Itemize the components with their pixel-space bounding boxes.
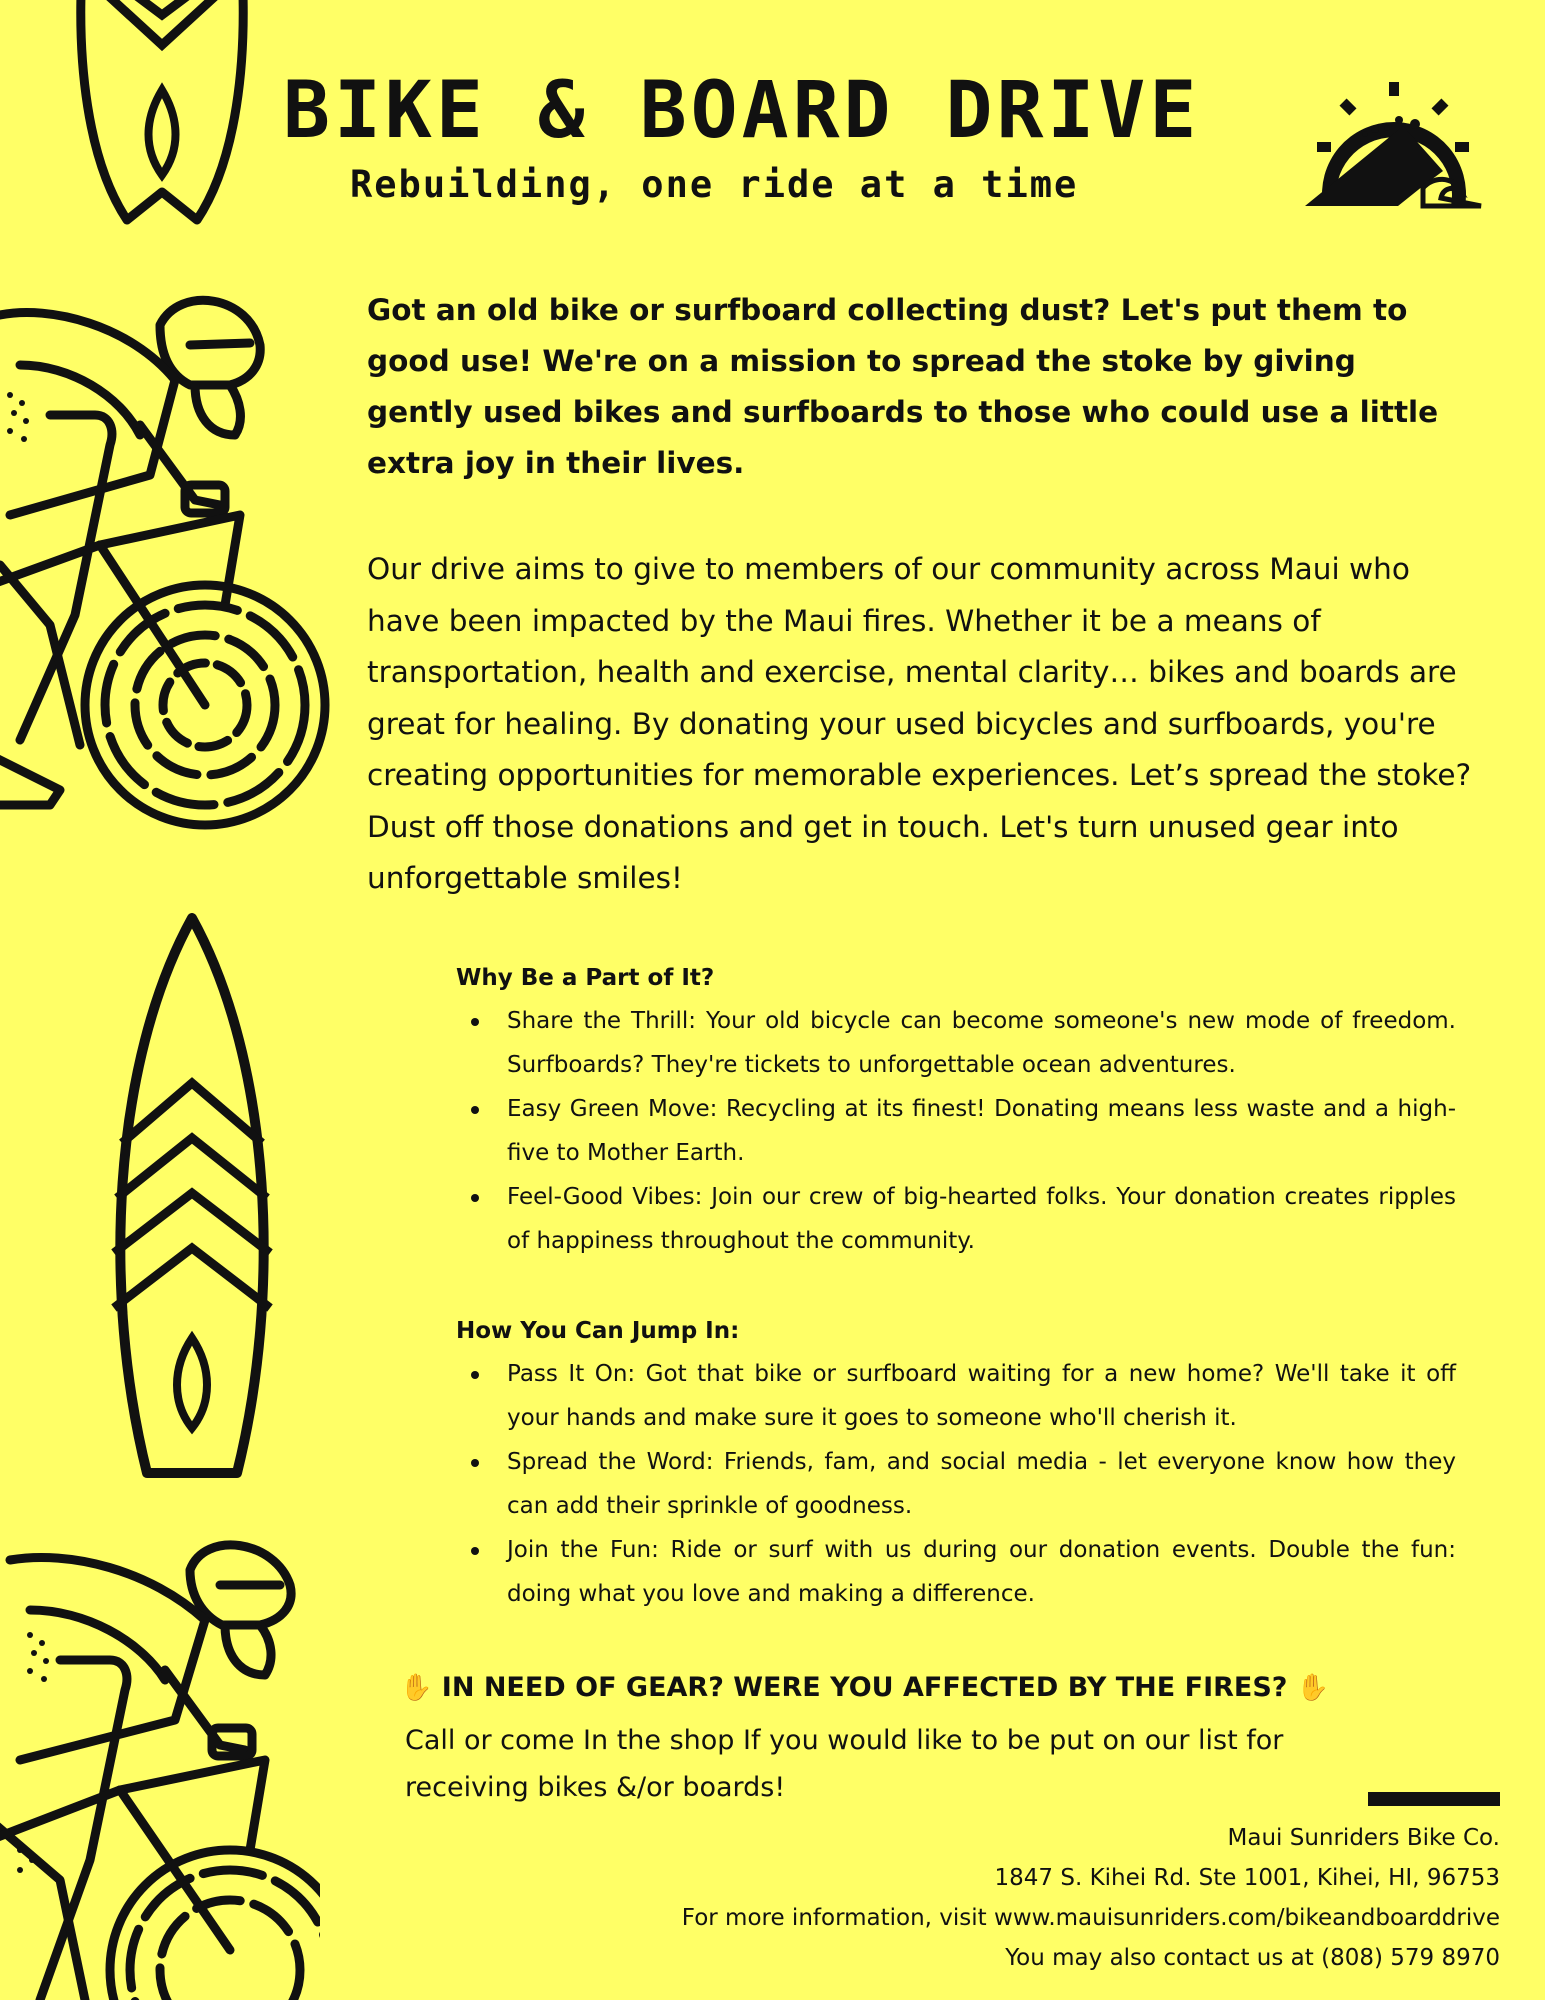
contact-block: [500, 1818, 1500, 1978]
page-title: BIKE & BOARD DRIVE: [283, 66, 1201, 156]
how-heading: How You Can Jump In:: [456, 1318, 740, 1344]
shop-name: Maui Sunriders Bike Co.: [1227, 1825, 1500, 1851]
shaka-hand-icon: ✋: [400, 1673, 433, 1703]
why-heading: Why Be a Part of It?: [456, 965, 715, 991]
shop-address: 1847 S. Kihei Rd. Ste 1001, Kihei, HI, 96753: [994, 1865, 1500, 1891]
list-item: Share the Thrill: Your old bicycle can become someone's new mode of freedom. Surfboards? They're tickets to unforgettable ocean adventures.: [456, 999, 1456, 1087]
surfboard-icon: [92, 913, 292, 1485]
intro-paragraph: Got an old bike or surfboard collecting dust? Let's put them to good use! We're on a mission to spread the stoke by giving gently used bikes and surfboards to those who could use a little extra joy in their lives.: [367, 293, 1439, 480]
list-item: Spread the Word: Friends, fam, and social media - let everyone know how they can add their sprinkle of goodness.: [456, 1440, 1456, 1528]
phone-line: You may also contact us at (808) 579 8970: [1005, 1945, 1500, 1971]
list-item: Pass It On: Got that bike or surfboard waiting for a new home? We'll take it off your hands and make sure it goes to someone who'll cherish it.: [456, 1352, 1456, 1440]
list-item: Join the Fun: Ride or surf with us during our donation events. Double the fun: doing what you love and making a difference.: [456, 1528, 1456, 1616]
callout-heading: IN NEED OF GEAR? WERE YOU AFFECTED BY THE FIRES?: [441, 1672, 1288, 1703]
callout-heading-row: [400, 1668, 1400, 1708]
page-subtitle: Rebuilding, one ride at a time: [350, 163, 1079, 206]
list-item: Feel-Good Vibes: Join our crew of big-hearted folks. Your donation creates ripples of happiness throughout the community.: [456, 1175, 1456, 1263]
info-line: For more information, visit www.mauisunriders.com/bikeandboarddrive: [681, 1905, 1500, 1931]
mission-paragraph: Our drive aims to give to members of our community across Maui who have been impacted by the Maui fires. Whether it be a means of transportation, health and exercise, mental clarity… bikes and boards are great for healing. By donating your used bicycles and surfboards, you're creating opportunities for memorable experiences. Let’s spread the stoke? Dust off those donations and get in touch. Let's turn unused gear into unforgettable smiles!: [367, 552, 1472, 895]
shaka-hand-icon: ✋: [1296, 1673, 1330, 1703]
mountain-gear-logo-icon: [1303, 76, 1483, 210]
how-list: [456, 1352, 1456, 1616]
cyclist-icon: [0, 285, 380, 865]
why-list: [456, 999, 1456, 1263]
divider: [1368, 1792, 1500, 1806]
why-section: [456, 963, 1456, 1263]
list-item: Easy Green Move: Recycling at its finest! Donating means less waste and a high-five to Mother Earth.: [456, 1087, 1456, 1175]
surfboard-icon: [62, 0, 262, 260]
how-section: [456, 1316, 1456, 1616]
callout-body: Call or come In the shop If you would like to be put on our list for receiving bikes &/or boards!: [405, 1725, 1284, 1803]
cyclist-icon: [0, 1530, 320, 2000]
